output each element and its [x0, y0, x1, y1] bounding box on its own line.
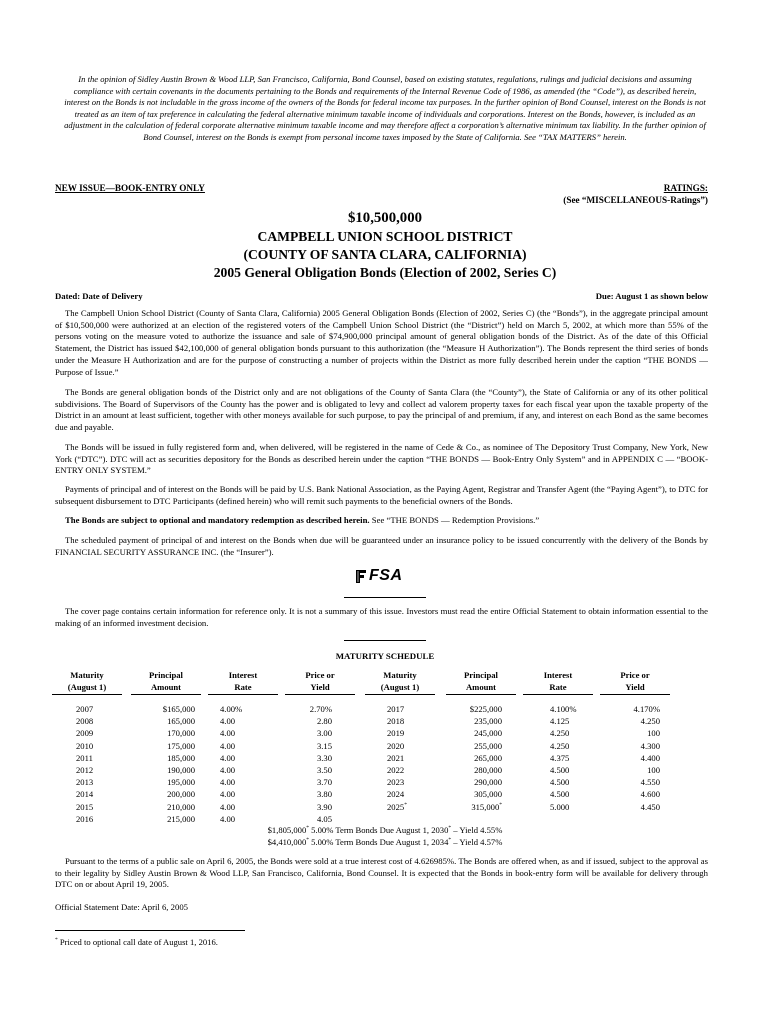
yield-cell: 4.450: [640, 801, 660, 812]
issuer-name: CAMPBELL UNION SCHOOL DISTRICT: [257, 229, 513, 244]
principal-cell: 210,000: [167, 801, 195, 812]
principal-cell: 265,000: [474, 752, 502, 763]
maturity-cell: 2025*: [387, 801, 407, 812]
right-maturity-column: [387, 703, 407, 813]
header-principal: Principal Amount: [446, 670, 516, 695]
yield-cell: 3.15: [316, 740, 332, 751]
paragraph-registration: The Bonds will be issued in fully registered form and, when delivered, will be registered in the name of Cede & Co., as nominee of The Depository Trust Company, New York, New York (“DTC”). DTC will act as securities depository for the Bonds as described herein under the caption “THE BONDS — Book-Entry Only System” and in APPENDIX C — “BOOK-ENTRY ONLY SYSTEM.”: [55, 442, 708, 476]
rate-cell: 4.250: [550, 740, 570, 751]
rate-cell: 4.00: [220, 752, 236, 763]
principal-cell: $225,000: [469, 704, 502, 714]
divider-rule: [344, 640, 426, 641]
new-issue-label: NEW ISSUE—BOOK-ENTRY ONLY: [55, 183, 205, 193]
left-maturity-column: [76, 703, 93, 825]
maturity-cell: 2018: [387, 716, 405, 727]
yield-cell: 4.300: [640, 740, 660, 751]
yield-cell: 3.00: [316, 728, 332, 739]
principal-cell: 315,000*: [471, 801, 502, 812]
issue-header-row: [55, 183, 708, 193]
rate-cell: 4.00: [220, 789, 236, 800]
principal-cell: 290,000: [474, 777, 502, 788]
principal-cell: 195,000: [167, 777, 195, 788]
yield-cell: 100: [647, 765, 660, 776]
maturity-cell: 2012: [76, 765, 94, 776]
yield-cell: 3.70: [316, 777, 332, 788]
yield-cell: 4.05: [316, 813, 332, 824]
rate-cell: 5.000: [550, 801, 570, 812]
header-rate: Interest Rate: [208, 670, 278, 695]
fsa-logo-text: FSA: [369, 567, 403, 584]
footnote-rule: [55, 930, 245, 931]
paragraph-payments: Payments of principal and of interest on the Bonds will be paid by U.S. Bank National Association, as the Paying Agent, Registrar and Transfer Agent (the “Paying Agent”), to DTC for subsequent disbursement to DTC Participants (defined herein) who will remit such payments to the beneficial owners of the Bonds.: [55, 484, 708, 506]
maturity-cell: 2010: [76, 740, 94, 751]
maturity-cell: 2007: [76, 704, 94, 714]
principal-cell: 280,000: [474, 765, 502, 776]
left-yield-column: [286, 703, 332, 825]
yield-cell: 4.250: [640, 716, 660, 727]
rate-cell: 4.375: [550, 752, 570, 763]
yield-cell: 2.80: [316, 716, 332, 727]
principal-cell: 185,000: [167, 752, 195, 763]
yield-cell: 3.50: [316, 765, 332, 776]
principal-cell: 190,000: [167, 765, 195, 776]
paragraph-insurance: The scheduled payment of principal of and interest on the Bonds when due will be guaranteed under an insurance policy to be issued concurrently with the delivery of the Bonds by FINANCIAL SECURITY ASSURANCE INC. (the “Insurer”).: [55, 535, 708, 557]
rate-cell: 4.00%: [220, 704, 243, 714]
maturity-cell: 2009: [76, 728, 94, 739]
maturity-cell: 2022: [387, 765, 405, 776]
rate-cell: 4.00: [220, 813, 236, 824]
divider-rule: [344, 597, 426, 598]
rate-cell: 4.00: [220, 765, 236, 776]
maturity-cell: 2011: [76, 752, 93, 763]
principal-cell: 245,000: [474, 728, 502, 739]
paragraph-redemption: [55, 515, 708, 527]
maturity-cell: 2013: [76, 777, 94, 788]
rate-cell: 4.500: [550, 765, 570, 776]
principal-cell: 255,000: [474, 740, 502, 751]
maturity-schedule-title: MATURITY SCHEDULE: [335, 651, 435, 661]
principal-cell: 305,000: [474, 789, 502, 800]
yield-cell: 3.30: [316, 752, 332, 763]
yield-cell: 4.600: [640, 789, 660, 800]
bond-series-title: 2005 General Obligation Bonds (Election of 2002, Series C): [213, 265, 557, 280]
header-rate: Interest Rate: [523, 670, 593, 695]
term-bond-line: $1,805,000* 5.00% Term Bonds Due August 1, 2030* – Yield 4.55%: [267, 825, 503, 835]
maturity-cell: 2015: [76, 801, 94, 812]
yield-cell: 100: [647, 728, 660, 739]
yield-cell: 4.550: [640, 777, 660, 788]
issuer-county: (COUNTY OF SANTA CLARA, CALIFORNIA): [243, 247, 527, 262]
maturity-cell: 2019: [387, 728, 405, 739]
tax-opinion-legend: In the opinion of Sidley Austin Brown & Wood LLP, San Francisco, California, Bond Counsel, based on existing statutes, regulations, rulings and judicial decisions and assuming compliance with certain covenants in the documents pertaining to the Bonds and requirements of the Internal Revenue Code of 1986, as amended (the “Code”), as described herein, interest on the Bonds is not includable in the gross income of the owners of the Bonds for federal income tax purposes. In the further opinion of Bond Counsel, interest on the Bonds is not treated as an item of tax preference in calculating the federal alternative minimum taxable income of individuals and corporations. Interest on the Bonds, however, is included as an adjustment in the calculation of federal corporate alternative minimum taxable income and may therefore affect a corporation’s alternative minimum tax liability. In the further opinion of Bond Counsel, interest on the Bonds is exempt from personal income taxes imposed by the State of California. See “TAX MATTERS” herein.: [64, 74, 706, 142]
official-statement-date: Official Statement Date: April 6, 2005: [55, 902, 189, 912]
maturity-cell: 2023: [387, 777, 405, 788]
rate-cell: 4.250: [550, 728, 570, 739]
yield-cell: 3.90: [316, 801, 332, 812]
rate-cell: 4.00: [220, 728, 236, 739]
rate-cell: 4.125: [550, 716, 570, 727]
principal-cell: 215,000: [167, 813, 195, 824]
paragraph-general-obligation: The Bonds are general obligation bonds of the District only and are not obligations of the County of Santa Clara (the “County”), the State of California or any of its other political subdivisions. The Board of Supervisors of the County has the power and is obligated to levy and collect ad valorem property taxes for each fiscal year upon the taxable property of the District in an amount at least sufficient, together with other moneys available for such purpose, to pay the principal of and premium, if any, and interest on each Bond as the same becomes due and payable.: [55, 387, 708, 433]
principal-cell: $165,000: [162, 704, 195, 714]
ratings-label: RATINGS:: [663, 183, 708, 193]
maturity-cell: 2017: [387, 704, 405, 714]
rate-cell: 4.00: [220, 740, 236, 751]
principal-cell: 235,000: [474, 716, 502, 727]
maturity-cell: 2024: [387, 789, 405, 800]
dated-due-row: [55, 291, 708, 301]
maturity-cell: 2008: [76, 716, 94, 727]
issue-amount: $10,500,000: [348, 210, 422, 226]
see-ratings-note: (See “MISCELLANEOUS-Ratings”): [563, 195, 708, 205]
redemption-see-text: See “THE BONDS — Redemption Provisions.”: [369, 515, 540, 525]
left-principal-column: [145, 703, 195, 825]
rate-cell: 4.500: [550, 789, 570, 800]
fsa-logo: [355, 567, 403, 585]
footnote: * Priced to optional call date of August 1, 2016.: [55, 937, 218, 947]
right-yield-column: [620, 703, 660, 813]
rate-cell: 4.00: [220, 801, 236, 812]
due-label: Due: August 1 as shown below: [595, 291, 708, 301]
header-principal: Principal Amount: [131, 670, 201, 695]
rate-cell: 4.500: [550, 777, 570, 788]
maturity-cell: 2021: [387, 752, 405, 763]
fsa-emblem-icon: [355, 569, 367, 584]
term-bond-line: $4,410,000* 5.00% Term Bonds Due August 1, 2034* – Yield 4.57%: [267, 837, 503, 847]
rate-cell: 4.100%: [550, 704, 577, 714]
maturity-cell: 2016: [76, 813, 94, 824]
redemption-bold-text: The Bonds are subject to optional and mandatory redemption as described herein.: [65, 515, 370, 525]
paragraph-cover-notice: The cover page contains certain information for reference only. It is not a summary of this issue. Investors must read the entire Official Statement to obtain information essential to the making of an informed investment decision.: [55, 606, 708, 628]
right-rate-column: [550, 703, 577, 813]
maturity-cell: 2020: [387, 740, 405, 751]
yield-cell: 3.80: [316, 789, 332, 800]
yield-cell: 4.400: [640, 752, 660, 763]
principal-cell: 170,000: [167, 728, 195, 739]
rate-cell: 4.00: [220, 777, 236, 788]
header-maturity: Maturity (August 1): [52, 670, 122, 695]
yield-cell: 2.70%: [309, 704, 332, 714]
yield-cell: 4.170%: [633, 704, 660, 714]
principal-cell: 165,000: [167, 716, 195, 727]
left-rate-column: [220, 703, 242, 825]
rate-cell: 4.00: [220, 716, 236, 727]
principal-cell: 175,000: [167, 740, 195, 751]
principal-cell: 200,000: [167, 789, 195, 800]
header-maturity: Maturity (August 1): [365, 670, 435, 695]
header-yield: Price or Yield: [285, 670, 355, 695]
maturity-cell: 2014: [76, 789, 94, 800]
paragraph-public-sale: Pursuant to the terms of a public sale on April 6, 2005, the Bonds were sold at a true interest cost of 4.626985%. The Bonds are offered when, as and if issued, subject to the approval as to their legality by Sidley Austin Brown & Wood LLP, San Francisco, California, Bond Counsel. It is expected that the Bonds in book-entry form will be available for delivery through DTC on or about April 19, 2005.: [55, 856, 708, 890]
dated-label: Dated: Date of Delivery: [55, 291, 143, 301]
paragraph-authorization: The Campbell Union School District (County of Santa Clara, California) 2005 General Obligation Bonds (Election of 2002, Series C) (the “Bonds”), in the aggregate principal amount of $10,500,000 were authorized at an election of the registered voters of the Campbell Union School District (the “District”) held on March 5, 2002, at which more than 55% of the persons voting on the measure voted to authorize the issuance and sale of $74,900,000 principal amount of general obligation bonds of the District. As of the date of this Official Statement, the District has issued $42,100,000 of general obligation bonds pursuant to this authorization (the “Measure H Authorization”). The Bonds represent the third series of bonds under the Measure H Authorization and are for the purpose of constructing a number of projects within the District as more fully described herein under the caption “THE BONDS — Purpose of Issue.”: [55, 308, 708, 377]
right-principal-column: [456, 703, 502, 813]
header-yield: Price or Yield: [600, 670, 670, 695]
